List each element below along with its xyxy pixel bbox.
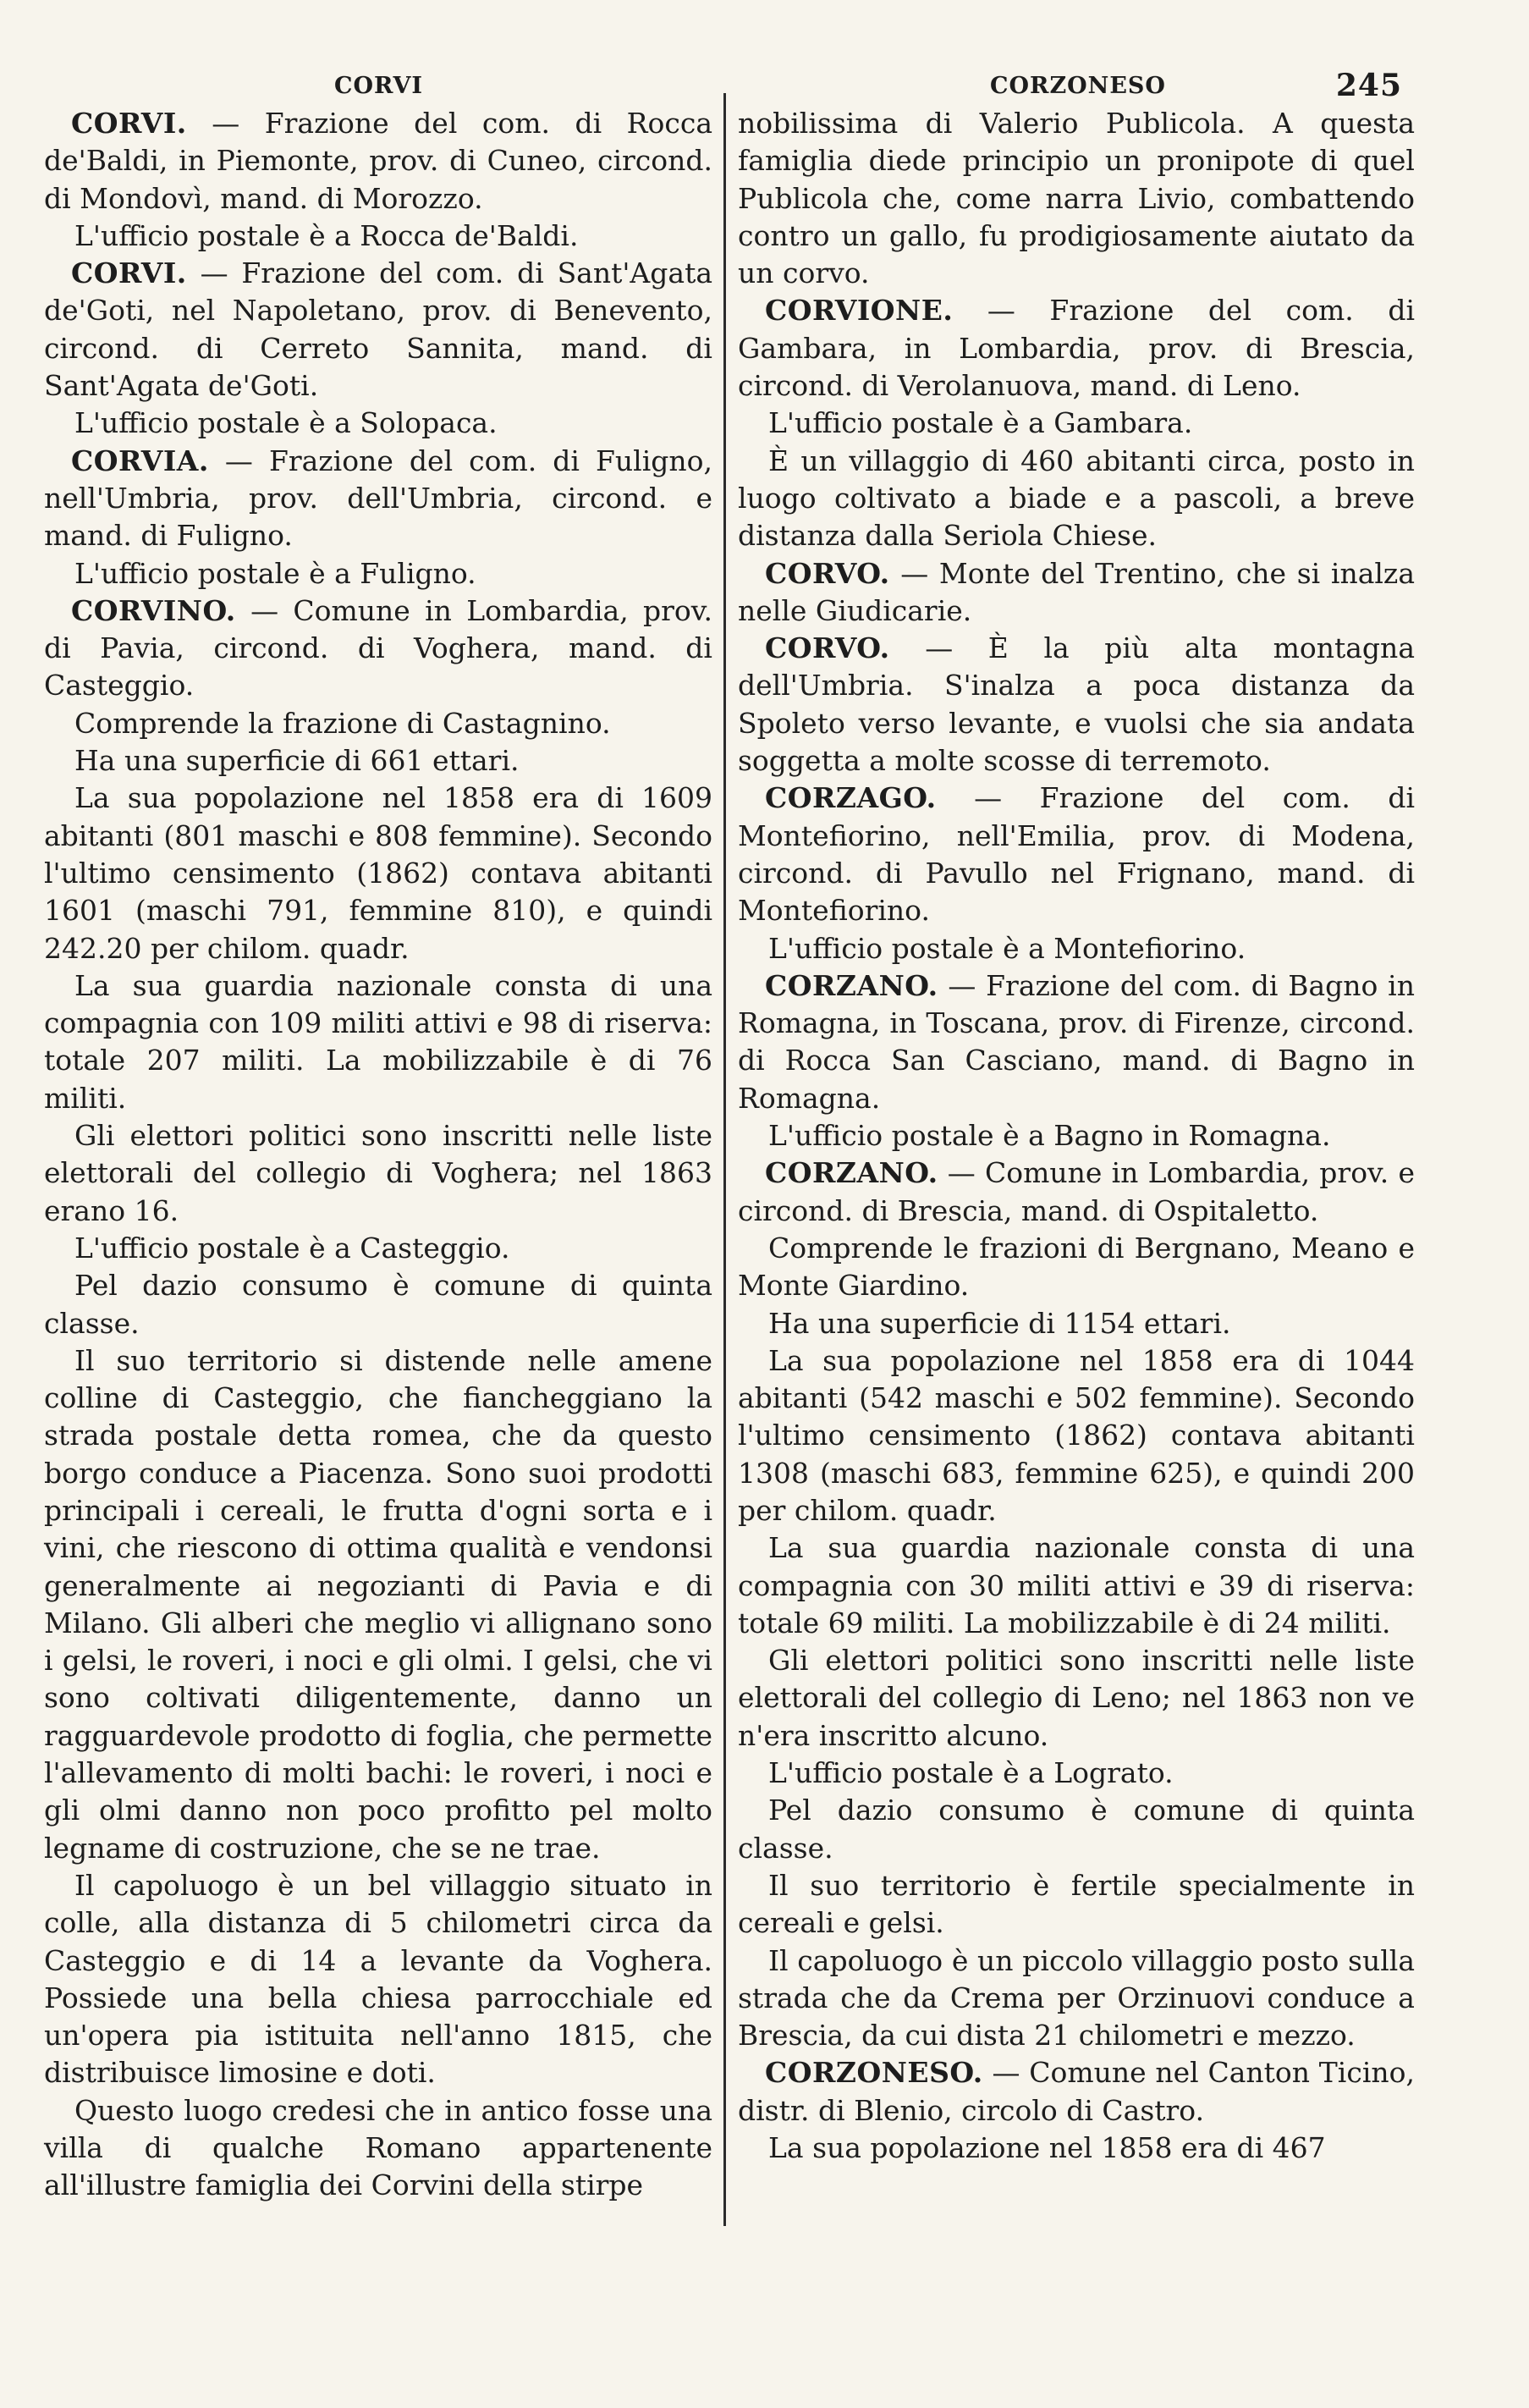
body-paragraph [44,555,712,592]
body-paragraph [44,218,712,255]
paragraph-text: Pel dazio consumo è comune di quinta classe. [44,1269,712,1340]
entry-headword: CORZONESO. [765,2056,983,2090]
running-head-left: CORVI [334,73,424,99]
body-paragraph [738,1117,1415,1154]
entry-paragraph [738,630,1415,780]
entry-headword: CORVO. [765,631,890,665]
entry-paragraph [738,2054,1415,2130]
body-paragraph [44,1267,712,1342]
body-paragraph [44,1117,712,1230]
body-paragraph [738,405,1415,442]
entry-headword: CORZANO. [765,1156,938,1190]
paragraph-text: — Monte del Trentino, che si inalza nelle Giudicarie. [738,556,1415,627]
paragraph-text: L'ufficio postale è a Lograto. [768,1756,1174,1790]
paragraph-text: L'ufficio postale è a Fuligno. [74,556,476,590]
entry-paragraph [44,592,712,705]
entry-headword: CORVIONE. [765,294,954,328]
paragraph-text: — Frazione del com. di Bagno in Romagna, in Toscana, prov. di Firenze, circond. di Rocca San Casciano, mand. di Bagno in Romagna. [738,968,1415,1115]
paragraph-text: La sua guardia nazionale consta di una compagnia con 30 militi attivi e 39 di riserva: totale 69 militi. La mobilizzabile è di 24 militi. [738,1531,1415,1639]
body-paragraph [738,1755,1415,1792]
body-paragraph [738,1942,1415,2055]
paragraph-text: Ha una superficie di 661 ettari. [74,744,520,778]
paragraph-text: Gli elettori politici sono inscritti nelle liste elettorali del collegio di Voghera; nel 1863 erano 16. [44,1119,712,1227]
paragraph-text: — Frazione del com. di Sant'Agata de'Goti, nel Napoletano, prov. di Benevento, circond. di Cerreto Sannita, mand. di Sant'Agata de'Goti. [44,256,712,403]
entry-headword: CORVI. [71,107,187,140]
body-paragraph [44,742,712,780]
body-paragraph [44,1867,712,2092]
entry-headword: CORVI. [71,256,187,290]
right-column [738,105,1415,2167]
body-paragraph [44,2092,712,2205]
paragraph-text: La sua guardia nazionale consta di una compagnia con 109 militi attivi e 98 di riserva: totale 207 militi. La mobilizzabile è di 76 militi. [44,968,712,1115]
paragraph-text: Il suo territorio è fertile specialmente in cereali e gelsi. [738,1868,1415,1940]
entry-paragraph [44,105,712,218]
entry-paragraph [738,1154,1415,1230]
body-paragraph [44,967,712,1117]
body-paragraph [738,1642,1415,1755]
body-paragraph [738,930,1415,967]
paragraph-text: È un villaggio di 460 abitanti circa, posto in luogo coltivato a biade e a pascoli, a breve distanza dalla Seriola Chiese. [738,444,1415,553]
paragraph-text: Comprende le frazioni di Bergnano, Meano e Monte Giardino. [738,1231,1415,1303]
body-paragraph [44,1342,712,1867]
entry-headword: CORZAGO. [765,781,937,815]
body-paragraph [738,1342,1415,1529]
paragraph-text: — Frazione del com. di Montefiorino, nell'Emilia, prov. di Modena, circond. di Pavullo nel Frignano, mand. di Montefiorino. [738,781,1415,928]
paragraph-text: Gli elettori politici sono inscritti nelle liste elettorali del collegio di Leno; nel 1863 non ve n'era inscritto alcuno. [738,1644,1415,1752]
body-paragraph [738,1230,1415,1305]
body-paragraph [738,1529,1415,1642]
entry-paragraph [44,443,712,555]
column-divider [723,93,726,2226]
entry-paragraph [738,967,1415,1117]
paragraph-text: nobilissima di Valerio Publicola. A questa famiglia diede principio un pronipote di quel Publicola che, come narra Livio, combattendo contro un gallo, fu prodigiosamente aiutato da un corvo. [738,107,1415,290]
paragraph-text: La sua popolazione nel 1858 era di 1044 abitanti (542 maschi e 502 femmine). Secondo l'ultimo censimento (1862) contava abitanti 1308 (maschi 683, femmine 625), e quindi 200 per chilom. quadr. [738,1343,1415,1527]
body-paragraph [738,105,1415,292]
body-paragraph [738,1305,1415,1342]
paragraph-text: Pel dazio consumo è comune di quinta classe. [738,1794,1415,1865]
entry-paragraph [738,555,1415,631]
running-head-center: CORZONESO [990,73,1166,99]
page-number: 245 [1335,68,1402,103]
entry-headword: CORVIA. [71,444,209,477]
body-paragraph [44,780,712,967]
paragraph-text: — Frazione del com. di Rocca de'Baldi, in Piemonte, prov. di Cuneo, circond. di Mondovì, mand. di Morozzo. [44,107,712,215]
paragraph-text: L'ufficio postale è a Montefiorino. [768,931,1246,965]
paragraph-text: La sua popolazione nel 1858 era di 467 [768,2131,1326,2165]
paragraph-text: — Comune in Lombardia, prov. di Pavia, circond. di Voghera, mand. di Casteggio. [44,593,712,703]
entry-paragraph [738,292,1415,405]
paragraph-text: — Frazione del com. di Gambara, in Lombardia, prov. di Brescia, circond. di Verolanuova, mand. di Leno. [738,294,1415,403]
body-paragraph [738,1867,1415,1942]
body-paragraph [738,443,1415,555]
paragraph-text: Comprende la frazione di Castagnino. [74,706,611,740]
paragraph-text: Il capoluogo è un piccolo villaggio posto sulla strada che da Crema per Orzinuovi conduce a Brescia, da cui dista 21 chilometri e mezzo. [738,1943,1415,2053]
paragraph-text: Ha una superficie di 1154 ettari. [768,1306,1231,1340]
paragraph-text: L'ufficio postale è a Casteggio. [74,1231,510,1265]
paragraph-text: La sua popolazione nel 1858 era di 1609 abitanti (801 maschi e 808 femmine). Secondo l'ultimo censimento (1862) contava abitanti 1601 (maschi 791, femmine 810), e quindi 242.20 per chilom. quadr. [44,781,712,965]
entry-headword: CORVINO. [71,593,236,627]
paragraph-text: Il capoluogo è un bel villaggio situato in colle, alla distanza di 5 chilometri circa da Casteggio e di 14 a levante da Voghera. Possiede una bella chiesa parrocchiale ed un'opera pia istituita nell'anno 1815, che distribuisce limosine e doti. [44,1868,712,2090]
body-paragraph [44,705,712,742]
paragraph-text: Il suo territorio si distende nelle amene colline di Casteggio, che fiancheggiano la strada postale detta romea, che da questo borgo conduce a Piacenza. Sono suoi prodotti principali i cereali, le frutta d'ogni sorta e i vini, che riescono di ottima qualità e vendonsi generalmente ai negozianti di Pavia e di Milano. Gli alberi che meglio vi allignano sono i gelsi, le roveri, i noci e gli olmi. I gelsi, che vi sono coltivati diligentemente, danno un ragguardevole prodotto di foglia, che permette l'allevamento di molti bachi: le roveri, i noci e gli olmi danno non poco profitto pel molto legname di costruzione, che se ne trae. [44,1343,712,1865]
entry-paragraph [738,780,1415,929]
paragraph-text: — Frazione del com. di Fuligno, nell'Umbria, prov. dell'Umbria, circond. e mand. di Fuligno. [44,444,712,553]
body-paragraph [738,2130,1415,2167]
paragraph-text: — Comune in Lombardia, prov. e circond. di Brescia, mand. di Ospitaletto. [738,1156,1415,1227]
entry-paragraph [44,255,712,405]
entry-headword: CORZANO. [765,968,938,1002]
paragraph-text: Questo luogo credesi che in antico fosse una villa di qualche Romano appartenente all'illustre famiglia dei Corvini della stirpe [44,2093,712,2202]
left-column [44,105,712,2205]
body-paragraph [44,405,712,442]
paragraph-text: L'ufficio postale è a Solopaca. [74,406,498,440]
entry-headword: CORVO. [765,556,890,590]
paragraph-text: L'ufficio postale è a Gambara. [768,406,1193,440]
paragraph-text: — Comune nel Canton Ticino, distr. di Blenio, circolo di Castro. [738,2056,1415,2127]
paragraph-text: L'ufficio postale è a Bagno in Romagna. [768,1119,1331,1153]
body-paragraph [738,1792,1415,1867]
paragraph-text: L'ufficio postale è a Rocca de'Baldi. [74,218,579,252]
paragraph-text: — È la più alta montagna dell'Umbria. S'inalza a poca distanza da Spoleto verso levante, e vuolsi che sia andata soggetta a molte scosse di terremoto. [738,631,1415,778]
body-paragraph [44,1230,712,1267]
